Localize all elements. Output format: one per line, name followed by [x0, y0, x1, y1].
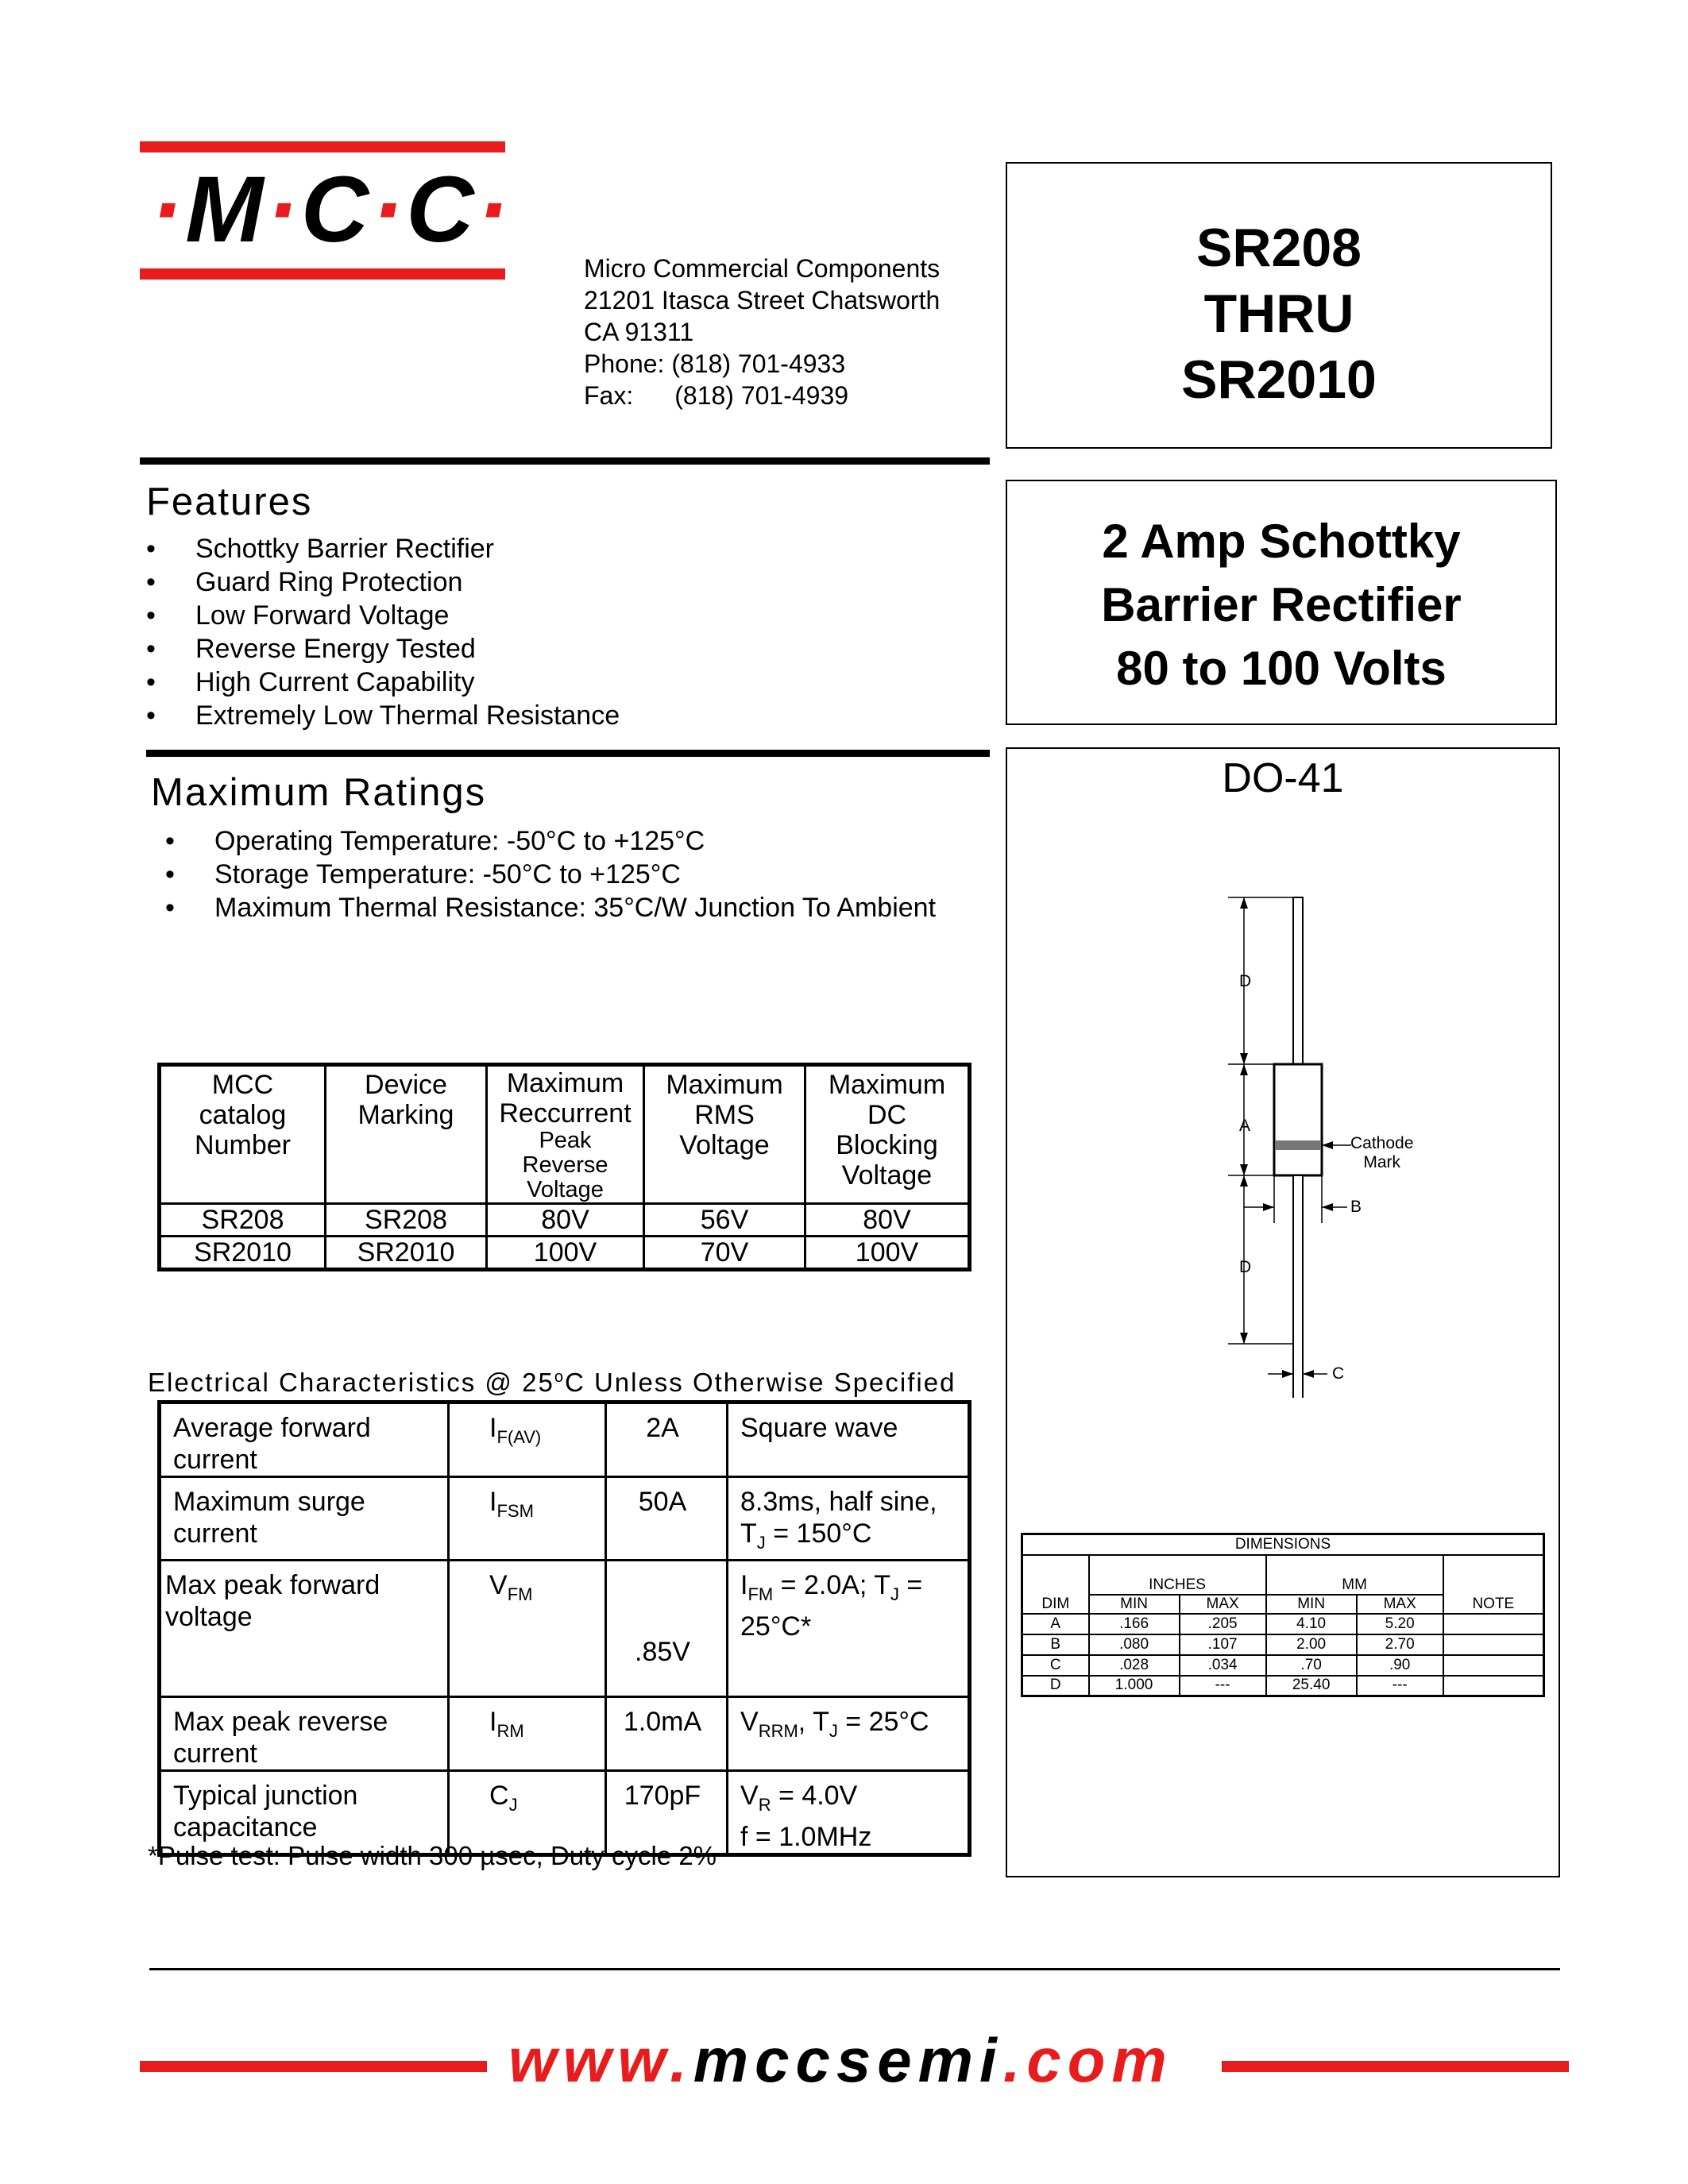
value-cell: 1.0mA [606, 1696, 728, 1770]
cell: .080 [1089, 1634, 1180, 1655]
website-url[interactable]: www.mccsemi.com [508, 2025, 1173, 2095]
divider-middle [146, 750, 990, 757]
dim-label-d-lower: D [1239, 1258, 1252, 1276]
company-address [584, 253, 940, 411]
cathode-mark-label: Cathode Mark [1350, 1134, 1414, 1171]
logo-bar-top [140, 141, 505, 152]
dimensions-table [1021, 1533, 1545, 1697]
table-row [1022, 1676, 1544, 1696]
table-row [1022, 1534, 1544, 1555]
symbol-cell: $I_{FSM}$ [449, 1477, 606, 1561]
list-item: • Schottky Barrier Rectifier [146, 532, 620, 565]
title-line-2: THRU [1203, 284, 1354, 344]
cathode-band [1275, 1140, 1321, 1150]
electrical-heading: Electrical Characteristics @ 25$^o$C Unless Otherwise Specified [148, 1368, 956, 1397]
cell-marking: SR208 [326, 1204, 487, 1237]
param-cell: Max peak reverse current [160, 1696, 449, 1770]
header-dim: DIM [1022, 1555, 1089, 1614]
cell: C [1022, 1655, 1089, 1676]
table-row [160, 1696, 970, 1770]
cell: .90 [1357, 1655, 1443, 1676]
table-row [1022, 1634, 1544, 1655]
cell: 5.20 [1357, 1614, 1443, 1634]
header-note: NOTE [1443, 1555, 1544, 1614]
company-phone: Phone: (818) 701-4933 [584, 349, 846, 378]
description-box [1006, 480, 1557, 725]
header-mm-min: MIN [1266, 1595, 1357, 1614]
cell [1443, 1655, 1544, 1676]
condition-cell: Square wave [728, 1403, 970, 1477]
cell-catalog: SR208 [160, 1204, 326, 1237]
footer-divider [149, 1968, 1560, 1970]
condition-cell: 8.3ms, half sine, $T_J = 150^\circ C$ [728, 1477, 970, 1561]
param-cell: Maximum surge current [160, 1477, 449, 1561]
cell: A [1022, 1614, 1089, 1634]
cell: .205 [1180, 1614, 1266, 1634]
title-line-3: SR2010 [1181, 349, 1377, 410]
table-row [160, 1403, 970, 1477]
header-inches: INCHES [1089, 1555, 1266, 1595]
cell-vrrm: 100V [487, 1237, 644, 1270]
cell: B [1022, 1634, 1089, 1655]
part-title-box [1006, 162, 1552, 449]
cell: .034 [1180, 1655, 1266, 1676]
header-rms-voltage: Maximum RMS Voltage [644, 1065, 805, 1204]
condition-cell: $V_R = 4.0V$ f = 1.0MHz [728, 1770, 970, 1854]
cell-catalog: SR2010 [160, 1237, 326, 1270]
symbol-cell: $I_{F(AV)}$ [449, 1403, 606, 1477]
list-item: • Maximum Thermal Resistance: 35°C/W Junction To Ambient [165, 891, 936, 924]
company-fax: Fax: (818) 701-4939 [584, 381, 849, 410]
list-item: • Guard Ring Protection [146, 565, 620, 599]
cell: D [1022, 1676, 1089, 1696]
cell-vdc: 80V [805, 1204, 970, 1237]
features-heading: Features [146, 480, 313, 523]
value-cell: .85V [606, 1560, 728, 1696]
lead-upper [1293, 897, 1303, 1064]
header-dc-blocking-voltage: Maximum DC Blocking Voltage [805, 1065, 970, 1204]
cell: 2.70 [1357, 1634, 1443, 1655]
cell: 2.00 [1266, 1634, 1357, 1655]
list-item: • Low Forward Voltage [146, 599, 620, 632]
param-cell: Average forward current [160, 1403, 449, 1477]
dim-label-b: B [1350, 1198, 1362, 1216]
table-row [1022, 1555, 1544, 1595]
pulse-footnote: *Pulse test: Pulse width 300 µsec, Duty cycle 2% [148, 1841, 717, 1870]
value-cell: 2A [606, 1403, 728, 1477]
package-name: DO-41 [1222, 755, 1344, 801]
param-cell: Typical junction capacitance [160, 1770, 449, 1854]
company-name: Micro Commercial Components [584, 254, 941, 283]
cell: --- [1180, 1676, 1266, 1696]
list-item: • High Current Capability [146, 666, 620, 699]
footer-bar-left [140, 2061, 487, 2072]
cell-vdc: 100V [805, 1237, 970, 1270]
symbol-cell: $C_J$ [449, 1770, 606, 1854]
cell-vrms: 70V [644, 1237, 805, 1270]
mcc-logo: ·M·C·C· [151, 157, 512, 262]
cell-vrrm: 80V [487, 1204, 644, 1237]
cell: .028 [1089, 1655, 1180, 1676]
dim-label-c: C [1332, 1364, 1345, 1383]
cell-vrms: 56V [644, 1204, 805, 1237]
cell: 1.000 [1089, 1676, 1180, 1696]
dimensions-title: DIMENSIONS [1022, 1534, 1544, 1555]
max-ratings-heading: Maximum Ratings [151, 771, 487, 814]
max-ratings-list [165, 824, 936, 924]
lead-lower [1293, 1175, 1303, 1398]
table-row [1022, 1655, 1544, 1676]
subtitle-line-1: 2 Amp Schottky [1102, 515, 1461, 568]
cell [1443, 1676, 1544, 1696]
header-inch-min: MIN [1089, 1595, 1180, 1614]
header-mcc-number: MCC catalog Number [160, 1065, 326, 1204]
cell: .70 [1266, 1655, 1357, 1676]
cell: 25.40 [1266, 1676, 1357, 1696]
header-device-marking: Device Marking [326, 1065, 487, 1204]
condition-cell: $V_{RRM}$, $T_J = 25^\circ C$ [728, 1696, 970, 1770]
diode-body [1274, 1064, 1322, 1175]
subtitle-line-2: Barrier Rectifier [1101, 578, 1462, 631]
table-header-row [160, 1065, 970, 1204]
company-city: CA 91311 [584, 318, 694, 346]
header-peak-reverse-voltage: Maximum Reccurrent Peak Reverse Voltage [487, 1065, 644, 1204]
header-inch-max: MAX [1180, 1595, 1266, 1614]
symbol-cell: $V_{FM}$ [449, 1560, 606, 1696]
list-item: • Extremely Low Thermal Resistance [146, 699, 620, 732]
value-cell: 170pF [606, 1770, 728, 1854]
logo-bar-bottom [140, 268, 505, 280]
cell: .107 [1180, 1634, 1266, 1655]
header-mm-max: MAX [1357, 1595, 1443, 1614]
subtitle-line-3: 80 to 100 Volts [1116, 642, 1447, 695]
header-mm: MM [1266, 1555, 1443, 1595]
cell [1443, 1614, 1544, 1634]
footer-bar-right [1222, 2061, 1569, 2072]
dim-label-a: A [1239, 1117, 1251, 1135]
condition-cell: $I_{FM} = 2.0A$; $T_J$ = 25°C* [728, 1560, 970, 1696]
cell [1443, 1634, 1544, 1655]
table-row [160, 1477, 970, 1561]
ratings-table [157, 1063, 971, 1271]
list-item: • Storage Temperature: -50°C to +125°C [165, 858, 936, 891]
value-cell: 50A [606, 1477, 728, 1561]
symbol-cell: $I_{RM}$ [449, 1696, 606, 1770]
do41-outline-drawing [1006, 874, 1560, 1398]
title-line-1: SR208 [1196, 218, 1362, 278]
table-row [160, 1237, 970, 1270]
param-cell: Max peak forward voltage [160, 1560, 449, 1696]
features-list [146, 532, 620, 732]
dim-label-d-upper: D [1239, 972, 1252, 990]
cell: --- [1357, 1676, 1443, 1696]
table-row [160, 1560, 970, 1696]
list-item: • Operating Temperature: -50°C to +125°C [165, 824, 936, 858]
cell: .166 [1089, 1614, 1180, 1634]
table-row [1022, 1614, 1544, 1634]
table-row [160, 1204, 970, 1237]
cell: 4.10 [1266, 1614, 1357, 1634]
cell-marking: SR2010 [326, 1237, 487, 1270]
list-item: • Reverse Energy Tested [146, 632, 620, 666]
electrical-table [157, 1400, 971, 1857]
company-street: 21201 Itasca Street Chatsworth [584, 286, 941, 314]
divider-top [140, 457, 990, 465]
